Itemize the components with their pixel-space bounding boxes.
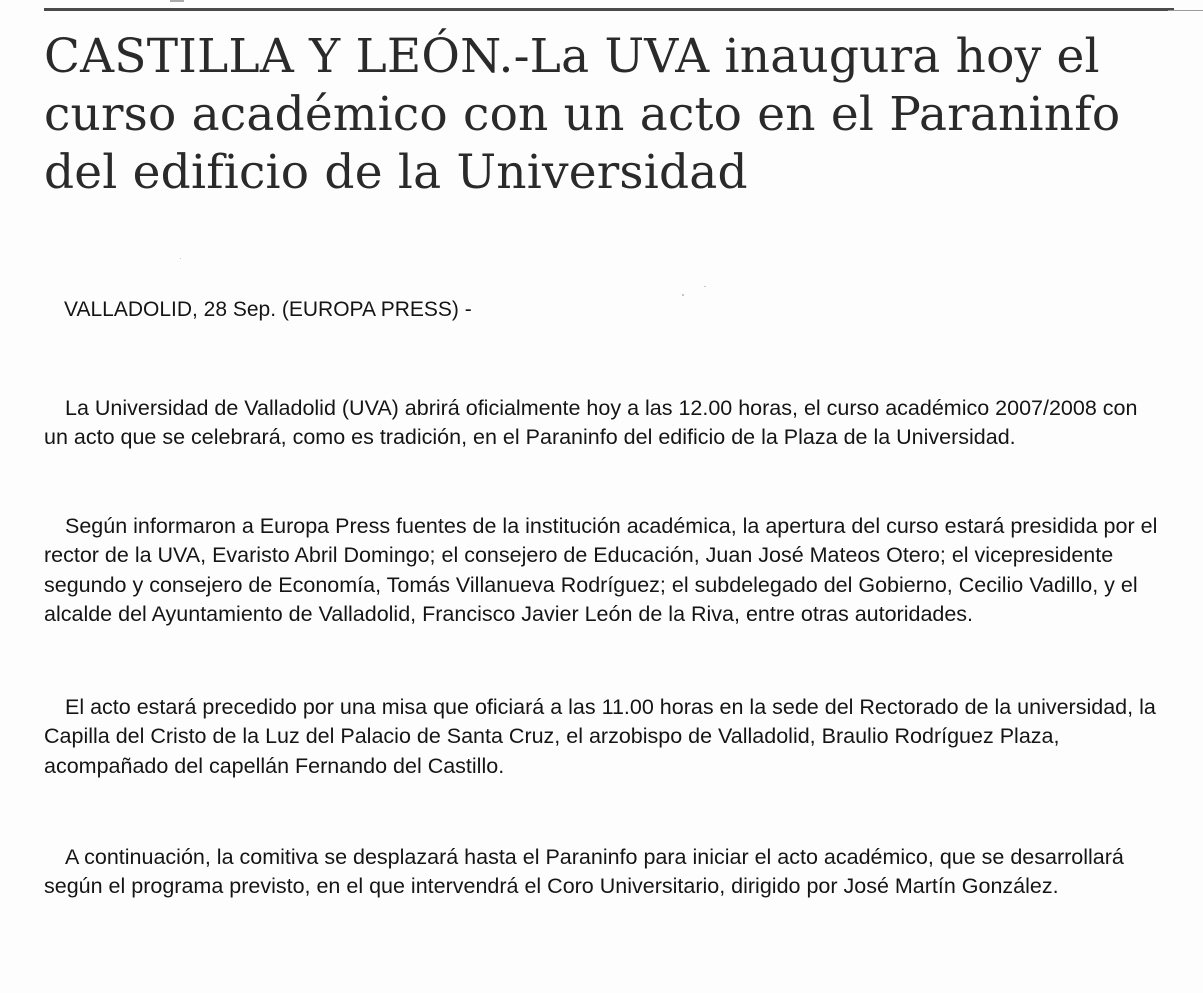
article-paragraph-3: El acto estará precedido por una misa que oficiará a las 11.00 horas en la sede del Rectorado de la universidad, la Capilla del Cristo de la Luz del Palacio de Santa Cruz, el arzobispo de Valladolid, Braulio Rodríguez Plaza, acompañado del capellán Fernando del Castillo.: [44, 695, 1156, 778]
top-rule-tail: [1168, 10, 1203, 11]
scan-speck: [180, 258, 181, 259]
article-paragraph-1: La Universidad de Valladolid (UVA) abrirá oficialmente hoy a las 12.00 horas, el curso académico 2007/2008 con un acto que se celebrará, como es tradición, en el Paraninfo del edificio de la Plaza de la Universidad.: [44, 396, 1138, 450]
scan-speck: [704, 286, 706, 287]
article-headline: CASTILLA Y LEÓN.-La UVA inaugura hoy el curso académico con un acto en el Paraninfo del edificio de la Universidad: [44, 29, 1121, 200]
scan-mark: [170, 0, 184, 2]
top-rule: [44, 8, 1174, 11]
article-paragraph-2: Según informaron a Europa Press fuentes de la institución académica, la apertura del curso estará presidida por el rector de la UVA, Evaristo Abril Domingo; el consejero de Educación, Juan José Mateos Otero; el vicepresidente segundo y consejero de Economía, Tomás Villanueva Rodríguez; el subdelegado del Gobierno, Cecilio Vadillo, y el alcalde del Ayuntamiento de Valladolid, Francisco Javier León de la Riva, entre otras autoridades.: [44, 514, 1158, 626]
article-dateline: VALLADOLID, 28 Sep. (EUROPA PRESS) -: [64, 298, 472, 321]
scan-speck: [682, 294, 684, 296]
article-paragraph-4: A continuación, la comitiva se desplazará hasta el Paraninfo para iniciar el acto académico, que se desarrollará según el programa previsto, en el que intervendrá el Coro Universitario, dirigido por José Martín González.: [44, 845, 1124, 899]
